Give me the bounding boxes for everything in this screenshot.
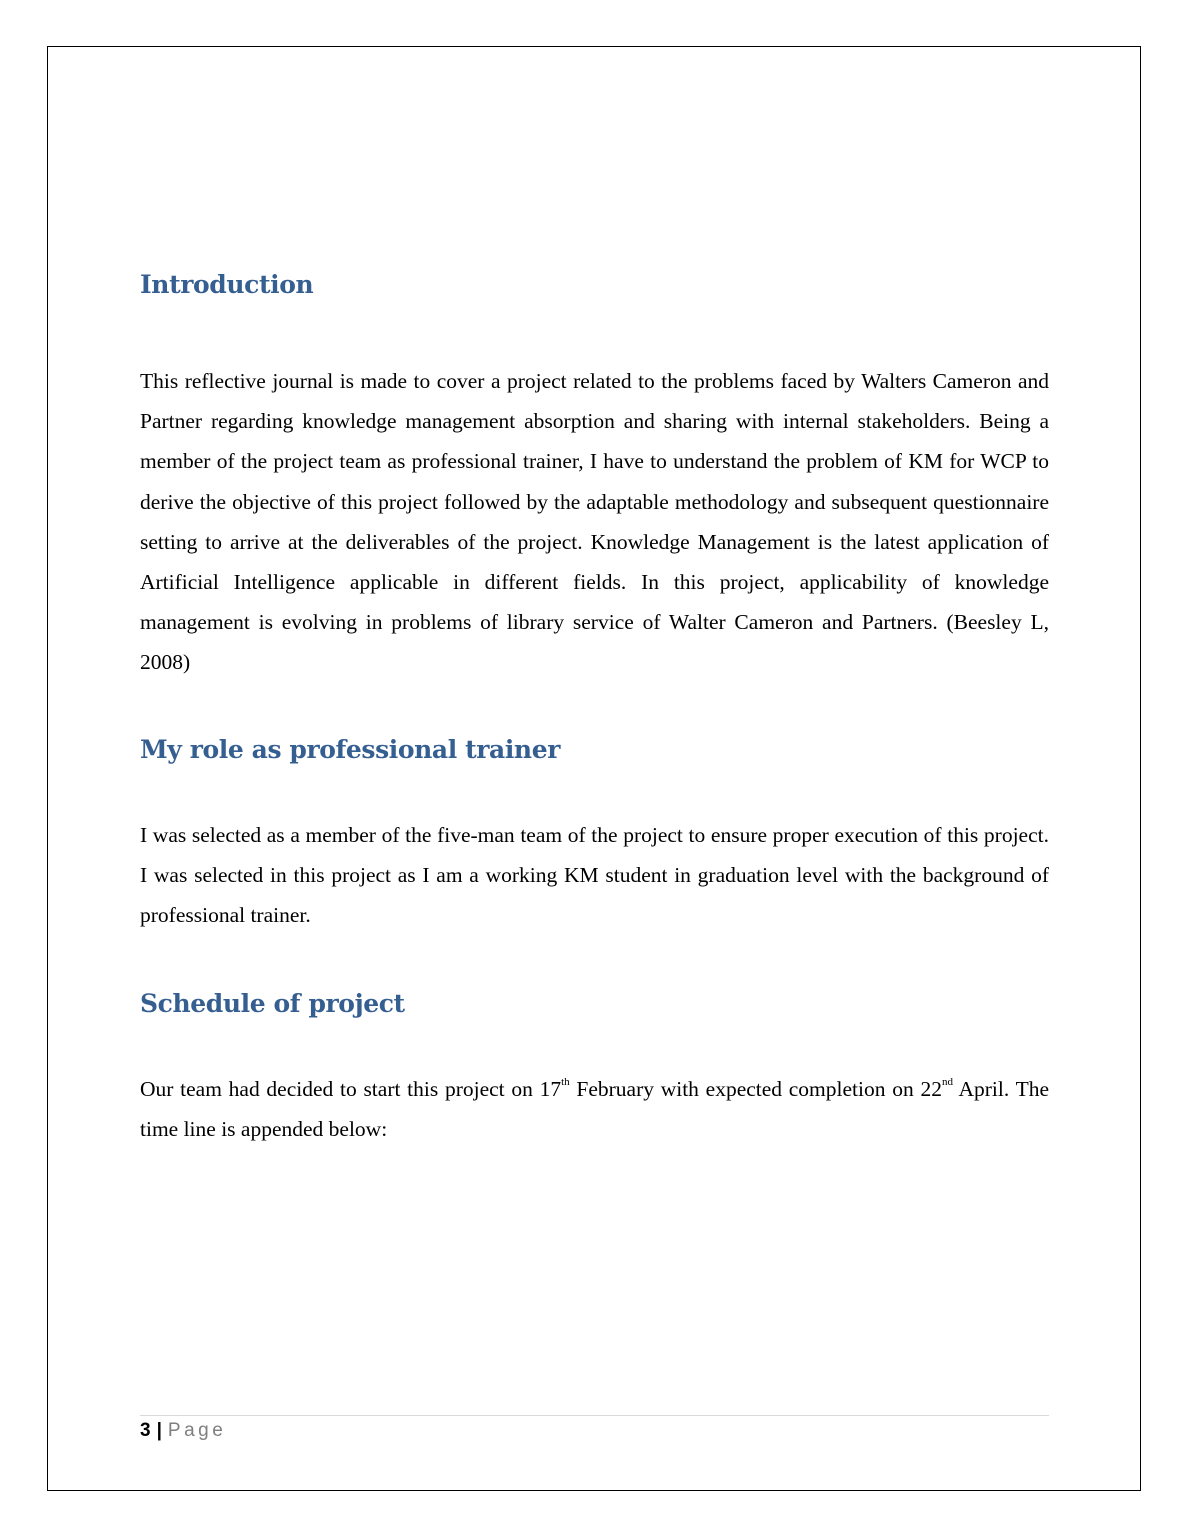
footer-separator: |: [156, 1420, 162, 1441]
role-heading: My role as professional trainer: [140, 735, 560, 764]
schedule-heading: Schedule of project: [140, 989, 405, 1018]
role-section: [140, 815, 1049, 936]
page-footer: [140, 1420, 226, 1442]
introduction-section: [140, 361, 1049, 683]
schedule-paragraph: [140, 1069, 1049, 1149]
page-number: 3: [140, 1420, 151, 1441]
introduction-heading: Introduction: [140, 270, 314, 299]
page-label: Page: [167, 1420, 227, 1441]
role-paragraph: I was selected as a member of the five-man team of the project to ensure proper execution of this project. I was selected in this project as I am a working KM student in graduation level with the background of professional trainer.: [140, 823, 1049, 928]
ordinal-suffix-end: nd: [941, 1075, 953, 1088]
ordinal-suffix-start: th: [561, 1075, 570, 1088]
schedule-text-start: Our team had decided to start this project on 17: [140, 1077, 562, 1101]
page-border: [47, 46, 1141, 1491]
schedule-text-middle: February with expected completion on 22: [569, 1077, 942, 1101]
schedule-section: [140, 1069, 1049, 1149]
schedule-text-end: April. The time line is appended below:: [140, 1077, 1050, 1142]
introduction-paragraph: This reflective journal is made to cover a project related to the problems faced by Walters Cameron and Partner regarding knowledge management absorption and sharing with internal stakeholders. Being a member of the project team as professional trainer, I have to understand the problem of KM for WCP to derive the objective of this project followed by the adaptable methodology and subsequent questionnaire setting to arrive at the deliverables of the project. Knowledge Management is the latest application of Artificial Intelligence applicable in different fields. In this project, applicability of knowledge management is evolving in problems of library service of Walter Cameron and Partners. (Beesley L, 2008): [140, 369, 1049, 675]
footer-divider: [140, 1415, 1049, 1416]
